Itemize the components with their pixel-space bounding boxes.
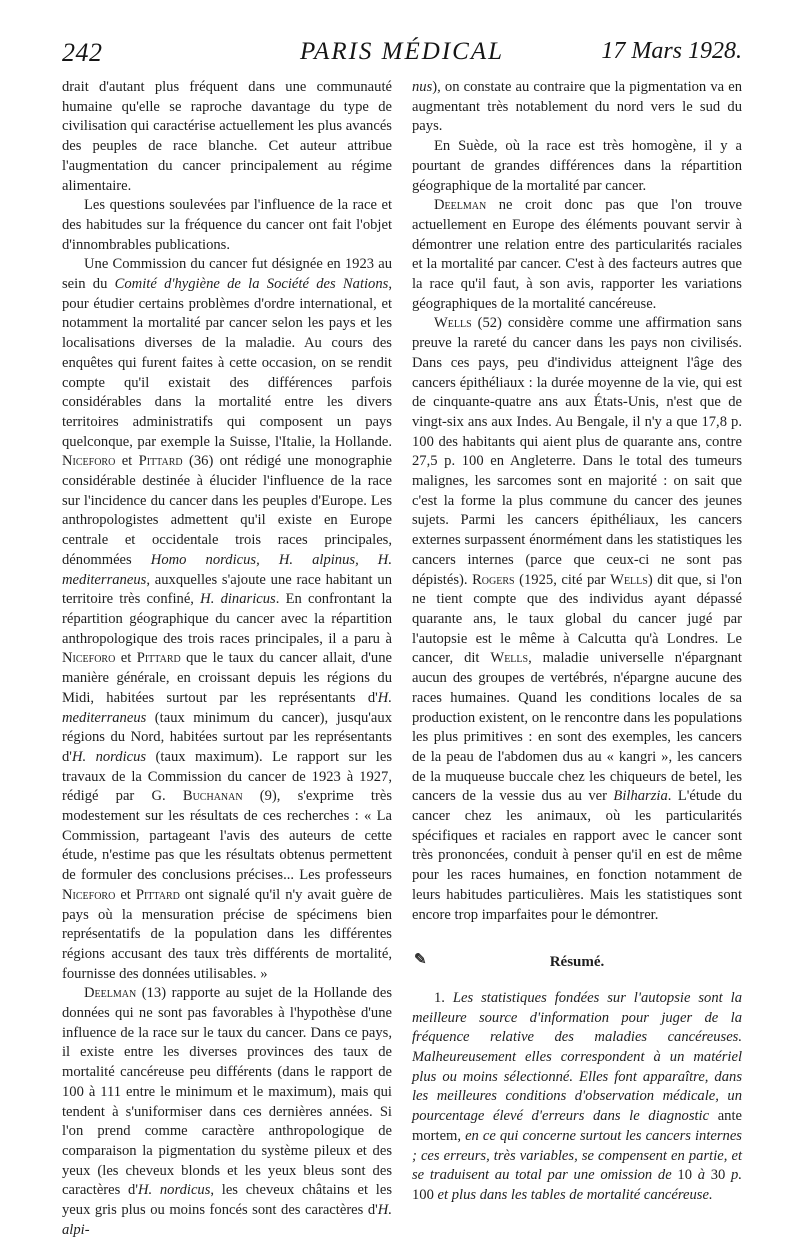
- paragraph: Une Commission du cancer fut désignée en 1923 au sein du Comité d'hygiène de la Société des Nations, pour étudier certains problèmes d'ordre international, et notamment la mortalité par cancer selon les pays et les localisations diverses de la maladie. Au cours des enquêtes qui furent faites à cette occasion, on se rendit compte qu'il existait des différences parfois considérables dans la mortalité entre les divers territoires administratifs qui composent un pays quelconque, par exemple la Suisse, l'Italie, la Hollande. Niceforo et Pittard (36) ont rédigé une monographie considérable destinée à élucider l'influence de la race sur l'incidence du cancer dans les peuples d'Europe. Les anthropologistes admettent qu'il existe en Europe centrale et occidentale trois races principales, dénommées Homo nordicus, H. alpinus, H. mediterraneus, auxquelles s'ajoute une race habitant un territoire très confiné, H. dinaricus. En confrontant la répartition géographique du cancer avec la répartition anthropologique des trois races principales, il a paru à Niceforo et Pittard que le taux du cancer allait, d'une manière générale, en croissant depuis les régions du Midi, habitées surtout par les représentants d'H. mediterraneus (taux minimum du cancer), jusqu'aux régions du Nord, habitées surtout par les représentants d'H. nordicus (taux maximum). Le rapport sur les travaux de la Commission du cancer de 1923 à 1927, rédigé par G. Buchanan (9), s'exprime très modestement sur les résultats de ces recherches : « La Commission, partageant l'avis des auteurs de cette étude, n'estime pas que les résultats obtenus permettent de formuler des conclusions précises... Les professeurs Niceforo et Pittard ont signalé qu'il n'y avait guère de pays où la mensuration précise de spécimens bien représentatifs de la population dans les différentes régions accusant des taux très différents de mortalité, fournisse des données utilisables. »: [62, 256, 392, 982]
- running-head: [62, 38, 742, 70]
- paragraph: drait d'autant plus fréquent dans une communauté humaine qu'elle se raproche davantage du type de civilisation qui caractérise actuellement les plus avancés des peuples de race blanche. Cet auteur attribue l'augmentation du cancer principalement au régime alimentaire.: [62, 79, 392, 194]
- right-column: [412, 78, 742, 1206]
- issue-date: 17 Mars 1928.: [601, 38, 742, 64]
- paragraph: Les questions soulevées par l'influence de la race et des habitudes sur la fréquence du cancer ont fait l'objet d'innombrables publications.: [62, 197, 392, 253]
- left-column: [62, 78, 392, 1240]
- resume-section: [412, 989, 742, 1206]
- section-title: ✎ Résumé.: [414, 952, 605, 971]
- pencil-mark-icon: ✎: [414, 952, 427, 969]
- paragraph: nus), on constate au contraire que la pigmentation va en augmentant très notablement du nord vers le sud du pays.: [412, 79, 742, 135]
- page-number: 242: [62, 38, 103, 67]
- journal-title: PARIS MÉDICAL: [300, 38, 504, 65]
- paragraph: Wells (52) considère comme une affirmation sans preuve la rareté du cancer dans les pays non civilisés. Dans ces pays, peu d'individus atteignent l'âge des cancers épithéliaux : la durée moyenne de la vie, qui est de cinquante-quatre ans aux États-Unis, n'est que de vingt-six ans aux Indes. Au Bengale, il n'y a que 17,8 p. 100 des habitants qui aient plus de quarante ans, contre 27,5 p. 100 en Angleterre. Dans le total des tumeurs malignes, les sarcomes sont en majorité : on sait que c'est la forme la plus commune du cancer des jeunes sujets. Parmi les cancers épithéliaux, les cancers externes surpassent énormément dans les statistiques les cancers internes (parce que ceux-ci ne sont pas dépistés). Rogers (1925, cité par Wells) dit que, si l'on ne tient compte que des individus ayant dépassé quarante ans, le taux global du cancer jugé par l'autopsie est le même à Calcutta qu'à Londres. Le cancer, dit Wells, maladie universelle n'épargnant aucun des groupes de vertébrés, n'épargne aucune des races humaines. Quand les conditions locales de sa production existent, on le rencontre dans les populations les plus primitives : en sont des exemples, les cancers de la peau de l'abdomen dus au « kangri », les cancers de la muqueuse buccale chez les chiqueurs de betel, les cancers de la vessie dus au ver Bilharzia. L'étude du cancer chez les animaux, où les particularités spécifiques et raciales en rapport avec le cancer sont très prononcées, conduit à penser qu'il en est de même pour les races humaines, en fonction notamment de leurs habitudes particulières. Mais les statistiques sont encore trop imparfaites pour le démontrer.: [412, 315, 743, 923]
- paragraph: Deelman (13) rapporte au sujet de la Hollande des données qui ne sont pas favorables à l'hypothèse d'une influence de la race sur le taux du cancer. Dans ce pays, il existe entre les diverses provinces des taux de mortalité cancéreuse peu différents (dans le rapport de 100 à 111 entre le minimum et le maximum), mais qui tendent à s'uniformiser dans ces dernières années. Si l'on prend comme caractère anthropologique de comparaison la pigmentation du système pileux et des yeux (les cheveux blonds et les yeux bleus sont des caractères d'H. nordicus, les cheveux châtains et les yeux gris plus ou moins foncés sont des caractères d'H. alpi-: [62, 985, 392, 1238]
- resume-item: 1. Les statistiques fondées sur l'autopsie sont la meilleure source d'information pour juger de la fréquence relative des maladies cancéreuses. Malheureusement elles correspondent à un matériel plus ou moins sélectionné. Elles font apparaître, dans les meilleures conditions d'observation médicale, un pourcentage élevé d'erreurs dans le diagnostic ante mortem, en ce qui concerne surtout les cancers internes ; ces erreurs, très variables, se compensent en partie, et se traduisent au total par une omission de 10 à 30 p. 100 et plus dans les tables de mortalité cancéreuse.: [412, 989, 743, 1203]
- paragraph: Deelman ne croit donc pas que l'on trouve actuellement en Europe des éléments pouvant servir à démontrer une relation entre des particularités raciales et la mortalité par cancer. C'est à des facteurs autres que la race qu'il faut, à son avis, rapporter les variations géographiques de la mortalité cancéreuse.: [412, 197, 742, 312]
- paragraph: En Suède, où la race est très homogène, il y a pourtant de grandes différences dans la répartition géographique de la mortalité par cancer.: [412, 138, 742, 194]
